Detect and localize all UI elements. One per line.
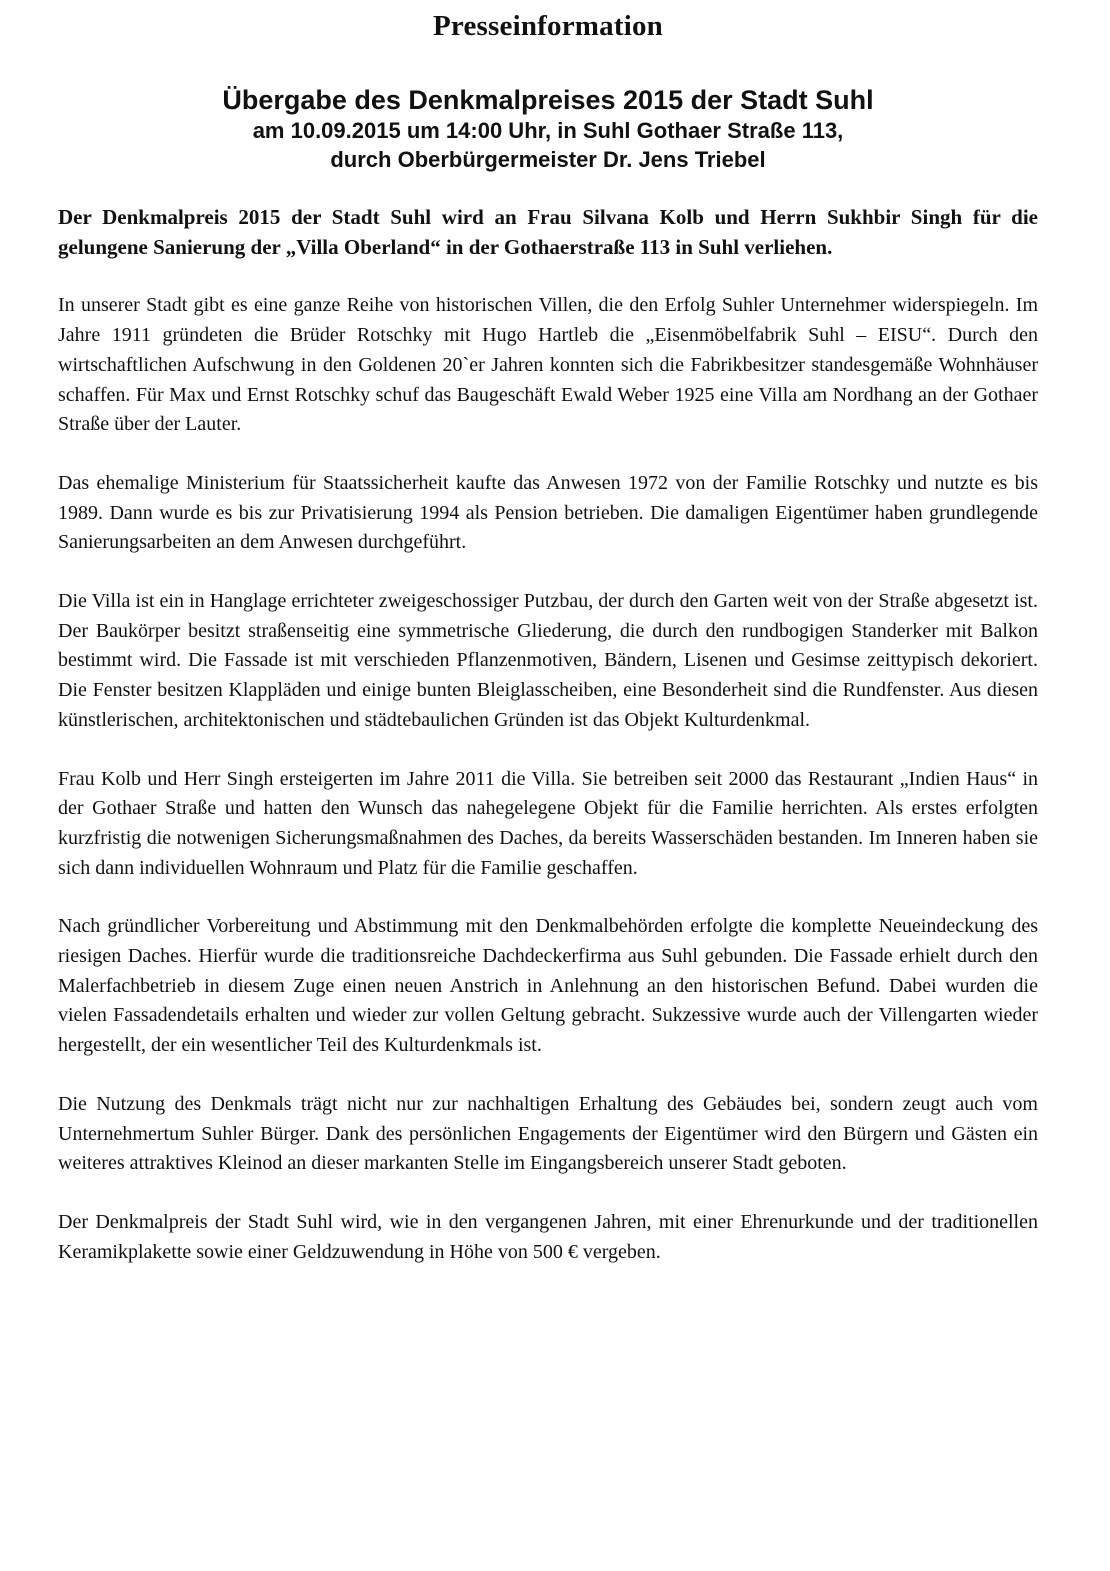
paragraph-history: In unserer Stadt gibt es eine ganze Reihe von historischen Villen, die den Erfolg Suhler Unternehmer widerspiegeln. Im Jahre 1911 gründeten die Brüder Rotschky mit Hugo Hartleb die „Eisenmöbelfabrik Suhl – EISU“. Durch den wirtschaftlichen Aufschwung in den Goldenen 20`er Jahren konnten sich die Fabrikbesitzer standesgemäße Wohnhäuser schaffen. Für Max und Ernst Rotschky schuf das Baugeschäft Ewald Weber 1925 eine Villa am Nordhang an der Gothaer Straße über der Lauter.	[58, 294, 1038, 436]
headline: Übergabe des Denkmalpreises 2015 der Stadt Suhl	[222, 85, 874, 115]
paragraph-restoration: Nach gründlicher Vorbereitung und Abstimmung mit den Denkmalbehörden erfolgte die komplette Neueindeckung des riesigen Daches. Hierfür wurde die traditionsreiche Dachdeckerfirma aus Suhl gebunden. Die Fassade erhielt durch den Malerfachbetrieb in diesem Zuge einen neuen Anstrich in Anlehnung an den historischen Befund. Dabei wurden die vielen Fassadendetails erhalten und wieder zur vollen Geltung gebracht. Sukzessive wurde auch der Villengarten wieder hergestellt, der ein wesentlicher Teil des Kulturdenkmals ist.	[58, 915, 1038, 1057]
press-release-page	[58, 0, 1038, 1267]
paragraph-significance: Die Nutzung des Denkmals trägt nicht nur zur nachhaltigen Erhaltung des Gebäudes bei, sondern zeugt auch vom Unternehmertum Suhler Bürger. Dank des persönlichen Engagements der Eigentümer wird den Bürgern und Gästen ein weiteres attraktives Kleinod an dieser markanten Stelle im Eingangsbereich unserer Stadt geboten.	[58, 1092, 1038, 1175]
subheadline-presenter: durch Oberbürgermeister Dr. Jens Triebel	[330, 147, 766, 172]
paragraph-award: Der Denkmalpreis der Stadt Suhl wird, wie in den vergangenen Jahren, mit einer Ehrenurkunde und der traditionellen Keramikplakette sowie einer Geldzuwendung in Höhe von 500 € vergeben.	[58, 1210, 1038, 1263]
paragraph-architecture: Die Villa ist ein in Hanglage errichteter zweigeschossiger Putzbau, der durch den Garten weit von der Straße abgesetzt ist. Der Baukörper besitzt straßenseitig eine symmetrische Gliederung, die durch den rundbogigen Standerker mit Balkon bestimmt wird. Die Fassade ist mit verschieden Pflanzenmotiven, Bändern, Lisenen und Gesimse zeittypisch dekoriert. Die Fenster besitzen Klappläden und einige bunten Bleiglasscheiben, eine Besonderheit sind die Rundfenster. Aus diesen künstlerischen, architektonischen und städtebaulichen Gründen ist das Objekt Kulturdenkmal.	[58, 590, 1038, 731]
document-label: Presseinformation	[433, 10, 663, 42]
lead-paragraph: Der Denkmalpreis 2015 der Stadt Suhl wird an Frau Silvana Kolb und Herrn Sukhbir Singh für die gelungene Sanierung der „Villa Oberland“ in der Gothaerstraße 113 in Suhl verliehen.	[58, 205, 1038, 259]
paragraph-ownership: Das ehemalige Ministerium für Staatssicherheit kaufte das Anwesen 1972 von der Familie Rotschky und nutzte es bis 1989. Dann wurde es bis zur Privatisierung 1994 als Pension betrieben. Die damaligen Eigentümer haben grundlegende Sanierungsarbeiten an dem Anwesen durchgeführt.	[58, 471, 1038, 554]
paragraph-new-owners: Frau Kolb und Herr Singh ersteigerten im Jahre 2011 die Villa. Sie betreiben seit 2000 das Restaurant „Indien Haus“ in der Gothaer Straße und hatten den Wunsch das nahegelegene Objekt für die Familie herrichten. Als erstes erfolgten kurzfristig die notwenigen Sicherungsmaßnahmen des Daches, da bereits Wasserschäden bestanden. Im Inneren haben sie sich dann individuellen Wohnraum und Platz für die Familie geschaffen.	[58, 767, 1038, 879]
subheadline-date-location: am 10.09.2015 um 14:00 Uhr, in Suhl Gothaer Straße 113,	[252, 118, 844, 143]
